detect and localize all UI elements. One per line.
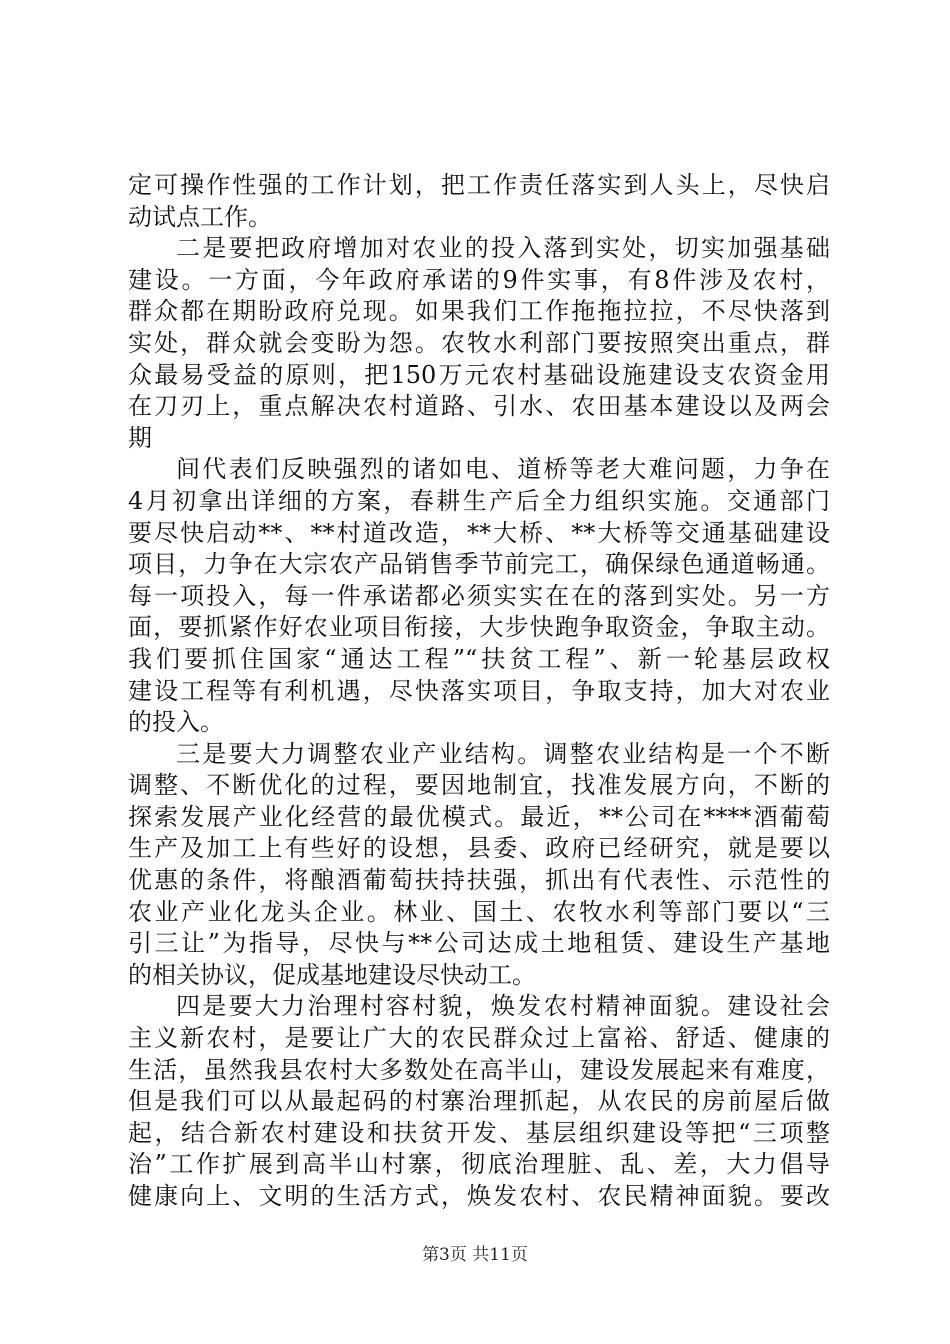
text-line: 农业产业化龙头企业。林业、国土、农牧水利等部门要以“三 — [128, 897, 830, 926]
text-line: 每一项投入，每一件承诺都必须实实在在的落到实处。另一方 — [128, 581, 830, 610]
paragraph-start-line: 四是要大力治理村容村貌，焕发农村精神面貌。建设社会 — [176, 992, 830, 1021]
paragraph-start-line: 间代表们反映强烈的诸如电、道桥等老大难问题，力争在 — [176, 455, 830, 484]
page-footer — [0, 1244, 950, 1266]
text-line: 面，要抓紧作好农业项目衔接，大步快跑争取资金，争取主动。 — [128, 613, 830, 642]
text-line: 生活，虽然我县农村大多数处在高半山，建设发展起来有难度， — [128, 1055, 830, 1084]
text-line: 建设。一方面，今年政府承诺的9件实事，有8件涉及农村， — [128, 265, 830, 294]
text-line: 我们要抓住国家“通达工程”“扶贫工程”、新一轮基层政权 — [128, 644, 830, 673]
text-line: 众最易受益的原则，把150万元农村基础设施建设支农资金用 — [128, 360, 830, 389]
text-line: 在刀刃上，重点解决农村道路、引水、农田基本建设以及两会 — [128, 392, 830, 421]
text-line: 但是我们可以从最起码的村寨治理抓起，从农民的房前屋后做 — [128, 1087, 830, 1116]
paragraph-start-line: 三是要大力调整农业产业结构。调整农业结构是一个不断 — [176, 739, 830, 768]
text-line: 的相关协议，促成基地建设尽快动工。 — [128, 960, 536, 989]
text-line: 主义新农村，是要让广大的农民群众过上富裕、舒适、健康的 — [128, 1024, 830, 1053]
text-line: 优惠的条件，将酿酒葡萄扶持扶强，抓出有代表性、示范性的 — [128, 866, 830, 895]
body-text — [128, 170, 830, 1213]
text-line: 起，结合新农村建设和扶贫开发、基层组织建设等把“三项整 — [128, 1118, 830, 1147]
text-line: 定可操作性强的工作计划，把工作责任落实到人头上，尽快启 — [128, 171, 830, 199]
paragraph-start-line: 二是要把政府增加对农业的投入落到实处，切实加强基础 — [176, 234, 830, 263]
text-line: 实处，群众就会变盼为怨。农牧水利部门要按照突出重点，群 — [128, 328, 830, 357]
page-number-label: 第3页 共11页 — [422, 1245, 528, 1265]
text-line: 健康向上、文明的生活方式，焕发农村、农民精神面貌。要改 — [128, 1182, 830, 1210]
text-line: 生产及加工上有些好的设想，县委、政府已经研究，就是要以 — [128, 834, 830, 863]
text-line: 的投入。 — [128, 708, 224, 737]
text-line: 要尽快启动**、**村道改造，**大桥、**大桥等交通基础建设 — [128, 518, 830, 547]
text-line: 动试点工作。 — [128, 202, 272, 231]
text-line: 期 — [128, 423, 152, 452]
text-line: 项目，力争在大宗农产品销售季节前完工，确保绿色通道畅通。 — [128, 550, 830, 579]
text-line: 引三让”为指导，尽快与**公司达成土地租赁、建设生产基地 — [128, 929, 830, 958]
text-line: 调整、不断优化的过程，要因地制宜，找准发展方向，不断的 — [128, 771, 830, 800]
text-line: 建设工程等有利机遇，尽快落实项目，争取支持，加大对农业 — [128, 676, 830, 705]
text-line: 群众都在期盼政府兑现。如果我们工作拖拖拉拉，不尽快落到 — [128, 297, 830, 326]
text-line: 治”工作扩展到高半山村寨，彻底治理脏、乱、差，大力倡导 — [128, 1150, 830, 1179]
text-line: 探索发展产业化经营的最优模式。最近，**公司在****酒葡萄 — [128, 802, 830, 831]
text-line: 4月初拿出详细的方案，春耕生产后全力组织实施。交通部门 — [128, 486, 830, 515]
